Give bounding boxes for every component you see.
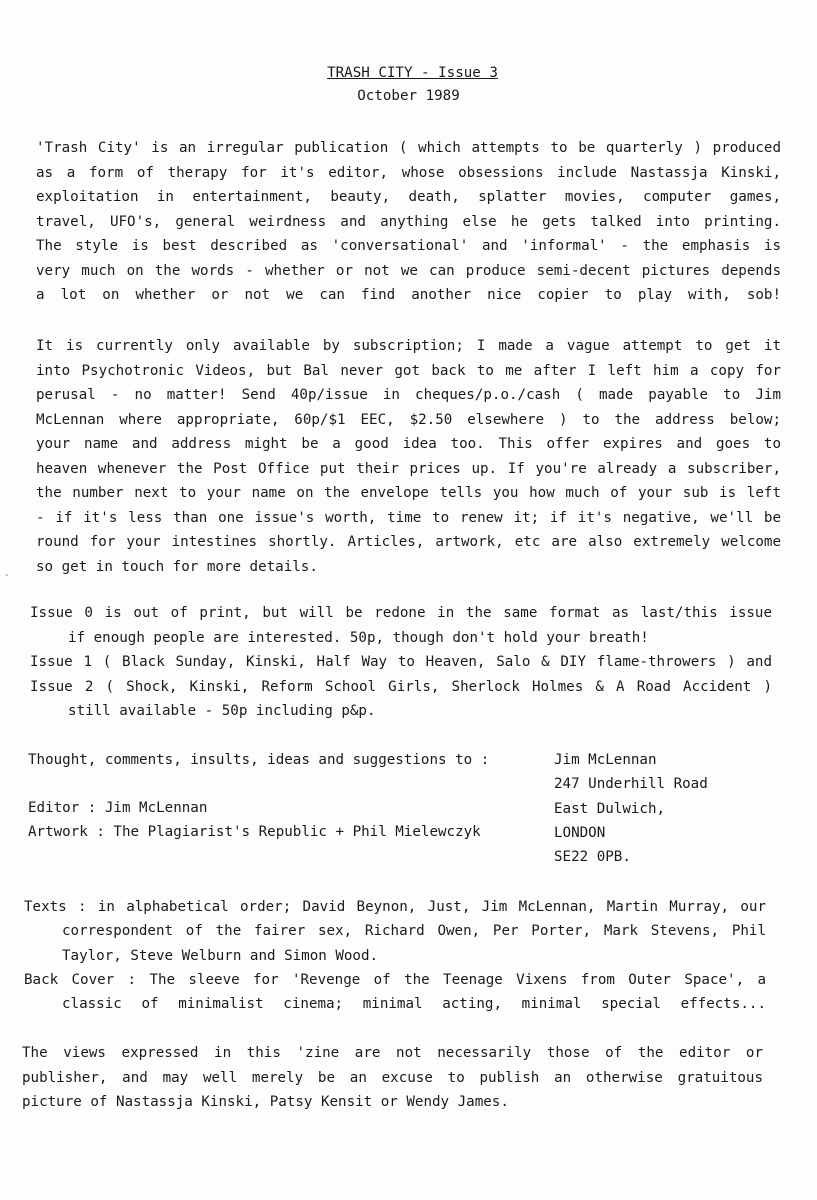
text-line: Issue 0 is out of print, but will be redone in the same format as last/this issue [30,605,772,621]
text-line: still available - 50p including p&p. [68,703,376,719]
issue-date: October 1989 [357,88,460,104]
text-line: as a form of therapy for it's editor, whose obsessions include Nastassja Kinski, [36,164,781,181]
postal-address [554,748,708,869]
issue-title: TRASH CITY - Issue 3 [327,65,498,81]
text-line: - if it's less than one issue's worth, time to renew it; if it's negative, we'll be [36,509,781,526]
text-line: publisher, and may well merely be an excuse to publish an otherwise gratuitous [22,1069,763,1086]
text-line: Issue 2 ( Shock, Kinski, Reform School Girls, Sherlock Holmes & A Road Accident ) [30,678,772,695]
texts-credit-line: correspondent of the fairer sex, Richard Owen, Per Porter, Mark Stevens, Phil [62,923,766,940]
texts-credit-line: Texts : in alphabetical order; David Beynon, Just, Jim McLennan, Martin Murray, our [24,899,766,915]
address-line: SE22 0PB. [554,849,631,866]
back-cover-credit-line: Back Cover : The sleeve for 'Revenge of the Teenage Vixens from Outer Space', a [24,971,766,988]
text-line: Issue 1 ( Black Sunday, Kinski, Half Way to Heaven, Salo & DIY flame-throwers ) and [30,654,772,670]
text-line: heaven whenever the Post Office put their prices up. If you're already a subscriber, [36,460,781,477]
back-cover-credit-line: classic of minimalist cinema; minimal acting, minimal special effects... [62,996,766,1013]
text-line: the number next to your name on the envelope tells you how much of your sub is left [36,485,781,501]
address-line: 247 Underhill Road [554,776,708,793]
artwork-credit: Artwork : The Plagiarist's Republic + Phil Mielewczyk [28,824,481,840]
address-line: LONDON [554,824,606,841]
text-line: exploitation in entertainment, beauty, death, splatter movies, computer games, [36,189,781,205]
disclaimer-paragraph [22,1041,763,1115]
scan-speck: - [4,570,11,581]
subscription-paragraph [36,334,781,579]
texts-credit-line: Taylor, Steve Welburn and Simon Wood. [62,947,379,964]
text-line: a lot on whether or not we can find another nice copier to play with, sob! [36,287,781,303]
text-line: McLennan where appropriate, 60p/$1 EEC, $2.50 elsewhere ) to the address below; [36,411,781,428]
text-line: 'Trash City' is an irregular publication ( which attempts to be quarterly ) produced [36,140,781,156]
credits-section [24,895,766,1016]
text-line: if enough people are interested. 50p, though don't hold your breath! [68,629,649,646]
intro-paragraph [36,136,781,308]
text-line: travel, UFO's, general weirdness and anything else he gets talked into printing. [36,213,781,230]
text-line: picture of Nastassja Kinski, Patsy Kensit or Wendy James. [22,1094,509,1110]
text-line: round for your intestines shortly. Articles, artwork, etc are also extremely welcome [36,534,781,550]
masthead [0,62,817,108]
text-line: very much on the words - whether or not we can produce semi-decent pictures depends [36,262,781,279]
address-line: East Dulwich, [554,800,666,817]
text-line: The style is best described as 'conversational' and 'informal' - the emphasis is [36,238,781,254]
text-line: perusal - no matter! Send 40p/issue in cheques/p.o./cash ( made payable to Jim [36,387,781,403]
contact-prompt: Thought, comments, insults, ideas and suggestions to : [28,752,490,768]
address-line: Jim McLennan [554,752,657,768]
text-line: your name and address might be a good idea too. This offer expires and goes to [36,436,781,452]
editor-credit: Editor : Jim McLennan [28,800,208,816]
text-line: It is currently only available by subscription; I made a vague attempt to get it [36,338,781,354]
text-line: into Psychotronic Videos, but Bal never got back to me after I left him a copy for [36,362,781,379]
back-issues-paragraph [30,601,772,724]
text-line: The views expressed in this 'zine are not necessarily those of the editor or [22,1045,763,1061]
text-line: so get in touch for more details. [36,558,318,575]
